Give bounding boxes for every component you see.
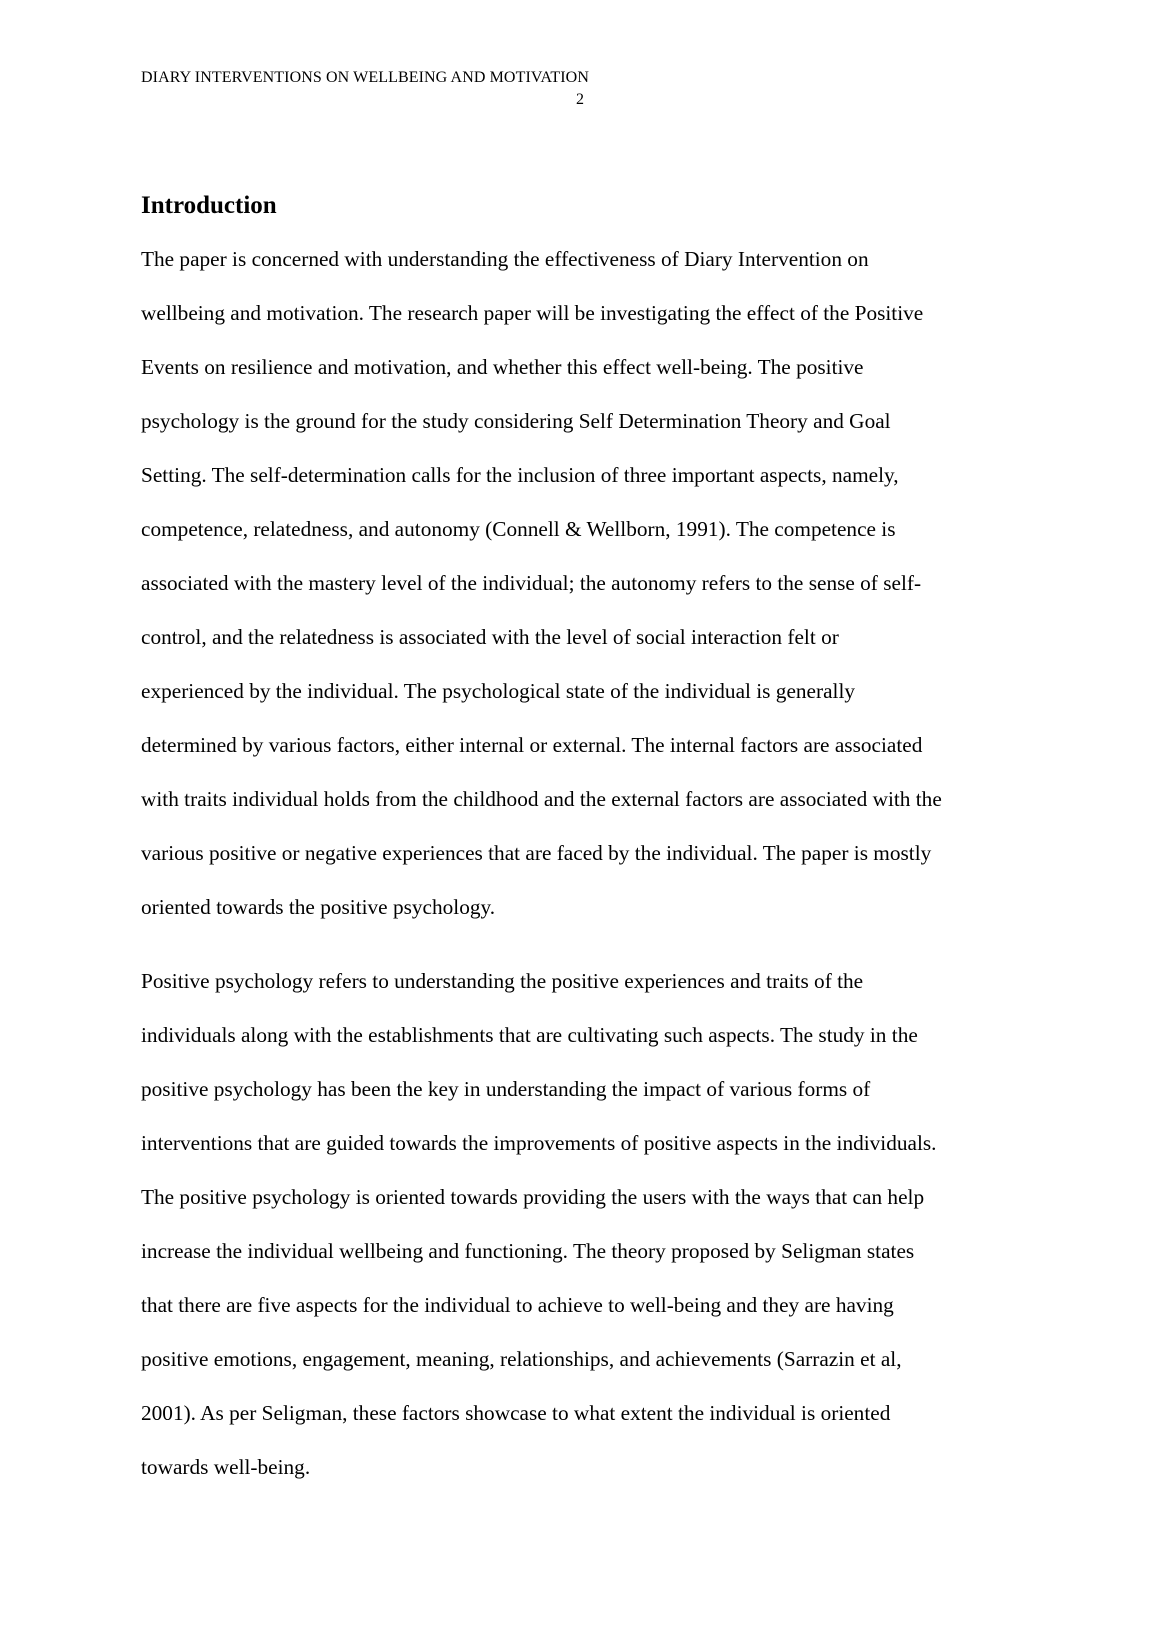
paragraph-line: Events on resilience and motivation, and whether this effect well-being. The positive <box>141 355 864 379</box>
paragraph-line: Setting. The self-determination calls for the inclusion of three important aspects, namely, <box>141 463 899 487</box>
paragraph-line: Positive psychology refers to understanding the positive experiences and traits of the <box>141 969 864 993</box>
paragraph-line: positive psychology has been the key in understanding the impact of various forms of <box>141 1077 871 1101</box>
paragraph-line: wellbeing and motivation. The research paper will be investigating the effect of the Positive <box>141 301 924 325</box>
paragraph-line: psychology is the ground for the study considering Self Determination Theory and Goal <box>141 409 891 433</box>
paragraph-line: positive emotions, engagement, meaning, relationships, and achievements (Sarrazin et al, <box>141 1347 902 1371</box>
paragraph-line: control, and the relatedness is associated with the level of social interaction felt or <box>141 625 839 649</box>
paragraph-line: competence, relatedness, and autonomy (Connell & Wellborn, 1991). The competence is <box>141 517 896 541</box>
paragraph-line: oriented towards the positive psychology. <box>141 895 496 919</box>
running-head: DIARY INTERVENTIONS ON WELLBEING AND MOTIVATION <box>141 69 589 86</box>
paragraph-line: towards well-being. <box>141 1455 311 1479</box>
page-number: 2 <box>576 91 584 108</box>
paragraph-line: various positive or negative experiences that are faced by the individual. The paper is mostly <box>141 841 932 865</box>
paragraph-line: associated with the mastery level of the individual; the autonomy refers to the sense of self- <box>141 571 922 595</box>
section-heading: Introduction <box>141 192 277 219</box>
paragraph-line: determined by various factors, either internal or external. The internal factors are associated <box>141 733 923 757</box>
paragraph-line: The positive psychology is oriented towards providing the users with the ways that can help <box>141 1185 925 1209</box>
paragraph-line: The paper is concerned with understanding the effectiveness of Diary Intervention on <box>141 247 869 271</box>
paragraph-line: experienced by the individual. The psychological state of the individual is generally <box>141 679 856 703</box>
paragraph-line: increase the individual wellbeing and functioning. The theory proposed by Seligman states <box>141 1239 915 1263</box>
paragraph-line: interventions that are guided towards the improvements of positive aspects in the individuals. <box>141 1131 937 1155</box>
paragraph-line: 2001). As per Seligman, these factors showcase to what extent the individual is oriented <box>141 1401 891 1425</box>
paragraph-line: with traits individual holds from the childhood and the external factors are associated with the <box>141 787 942 811</box>
paragraph-line: that there are five aspects for the individual to achieve to well-being and they are having <box>141 1293 894 1317</box>
paragraph-line: individuals along with the establishments that are cultivating such aspects. The study in the <box>141 1023 918 1047</box>
